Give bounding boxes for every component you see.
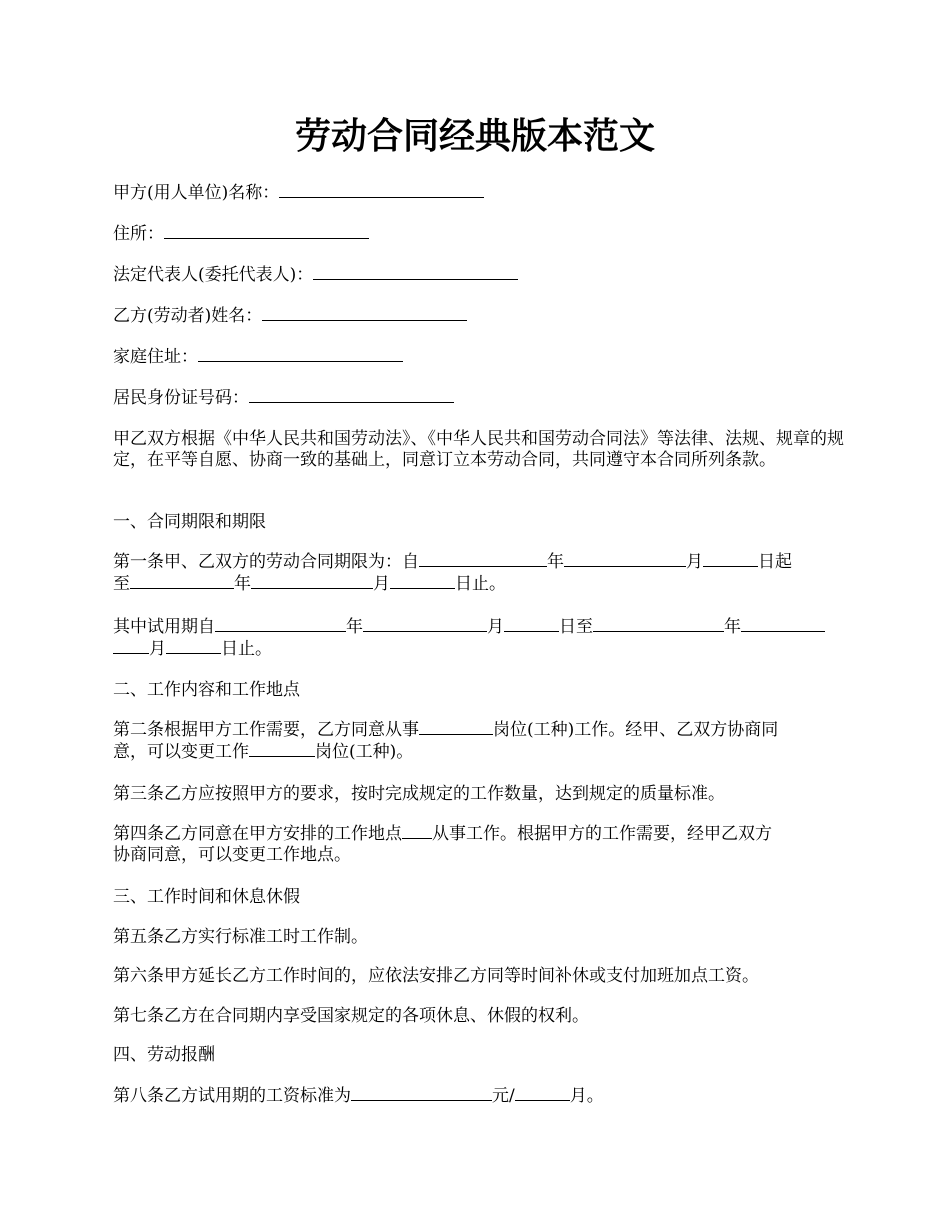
field-address [113,223,853,245]
blank-line [741,616,825,632]
blank-line [419,719,493,735]
field-employer-name [113,182,853,204]
intro-paragraph: 甲乙双方根据《中华人民共和国劳动法》、《中华人民共和国劳动合同法》等法律、法规、规章的规定，在平等自愿、协商一致的基础上，同意订立本劳动合同，共同遵守本合同所列条款。 [113,429,844,470]
field-label: 甲方(用人单位)名称： [113,183,280,203]
blank-line [313,264,518,280]
blank-line [504,616,559,632]
section-heading-4: 四、劳动报酬 [113,1045,215,1065]
section-heading-2: 二、工作内容和工作地点 [113,680,300,700]
article-1-line-2: 至 年 月 日止。 [113,574,506,594]
probation-line-1: 其中试用期自 年 月 日至 年 [113,616,853,638]
blank-line [390,573,455,589]
article-2-line-2: 意，可以变更工作 岗位(工种)。 [113,742,414,762]
article-8: 第八条乙方试用期的工资标准为 元/ 月。 [113,1086,604,1106]
field-label: 住所： [113,224,164,244]
blank-line [262,305,467,321]
section-heading-3: 三、工作时间和休息休假 [113,887,300,907]
blank-line [703,551,758,567]
blank-line [164,223,369,239]
field-legal-representative [113,264,853,286]
blank-line [402,823,432,839]
field-id-number [113,387,853,409]
blank-line [249,387,454,403]
blank-line [113,638,149,654]
blank-line [198,346,403,362]
blank-line [279,182,484,198]
section-heading-1: 一、合同期限和期限 [113,512,266,532]
article-4-line-1: 第四条乙方同意在甲方安排的工作地点 从事工作。根据甲方的工作需要，经甲乙双方 [113,824,772,844]
article-7: 第七条乙方在合同期内享受国家规定的各项休息、休假的权利。 [113,1006,589,1026]
blank-line [351,1085,492,1101]
article-5: 第五条乙方实行标准工时工作制。 [113,927,368,947]
article-3: 第三条乙方应按照甲方的要求，按时完成规定的工作数量，达到规定的质量标准。 [113,784,725,804]
field-label: 家庭住址： [113,347,198,367]
blank-line [419,551,547,567]
article-6: 第六条甲方延长乙方工作时间的，应依法安排乙方同等时间补休或支付加班加点工资。 [113,966,759,986]
field-home-address [113,346,853,368]
probation-line-2: 月 日止。 [113,638,853,660]
blank-line [166,638,221,654]
field-employee-name [113,305,853,327]
article-4-line-2: 协商同意，可以变更工作地点。 [113,845,351,865]
blank-line [593,616,724,632]
article-1-line-1: 第一条甲、乙双方的劳动合同期限为：自 年 月 日起 [113,552,792,572]
blank-line [363,616,487,632]
field-label: 居民身份证号码： [113,388,249,408]
field-label: 乙方(劳动者)姓名： [113,306,263,326]
blank-line [130,573,234,589]
blank-line [515,1085,570,1101]
blank-line [249,741,315,757]
article-2-line-1: 第二条根据甲方工作需要，乙方同意从事 岗位(工种)工作。经甲、乙双方协商同 [113,720,779,740]
document-title: 劳动合同经典版本范文 [294,115,655,157]
blank-line [564,551,686,567]
field-label: 法定代表人(委托代表人)： [113,265,314,285]
blank-line [251,573,373,589]
blank-line [215,616,346,632]
